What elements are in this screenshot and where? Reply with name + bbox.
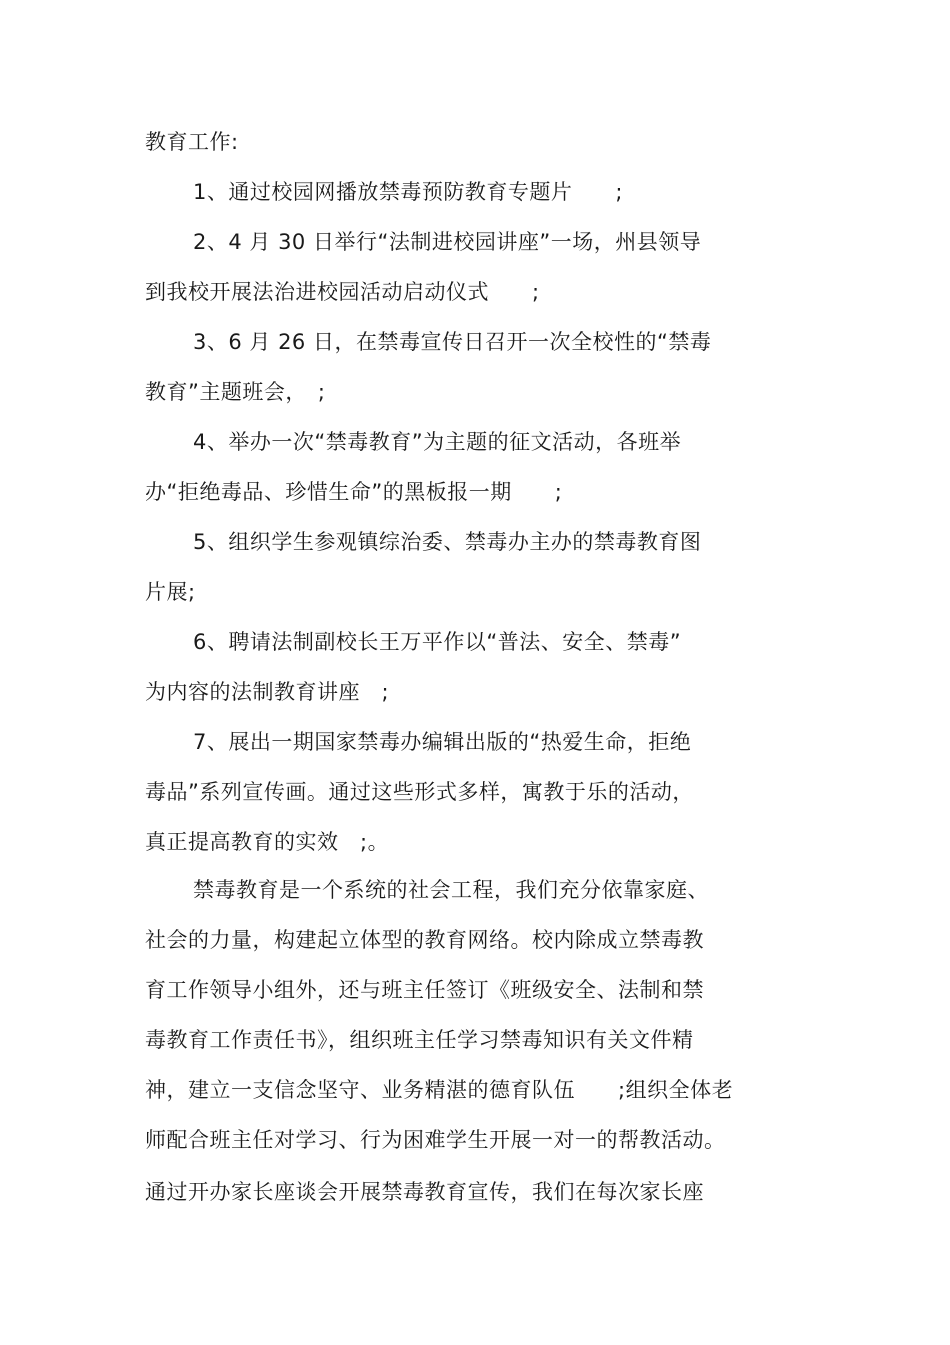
- text-line: 社会的力量，构建起立体型的教育网络。校内除成立禁毒教: [145, 928, 704, 952]
- text-line: 毒品”系列宣传画。通过这些形式多样，寓教于乐的活动，: [145, 780, 694, 804]
- text-line: 师配合班主任对学习、行为困难学生开展一对一的帮教活动。: [145, 1128, 726, 1152]
- text-line: 办“拒绝毒品、珍惜生命”的黑板报一期 ;: [145, 480, 563, 504]
- text-line: 真正提高教育的实效 ;。: [145, 830, 390, 854]
- text-line: 神，建立一支信念坚守、业务精湛的德育队伍 ;组织全体老: [145, 1078, 734, 1102]
- text-line: 2、4 月 30 日举行“法制进校园讲座”一场，州县领导: [193, 230, 702, 254]
- text-line: 毒教育工作责任书》，组织班主任学习禁毒知识有关文件精: [145, 1028, 694, 1052]
- text-line: 5、组织学生参观镇综治委、禁毒办主办的禁毒教育图: [193, 530, 702, 554]
- text-line: 教育工作:: [145, 130, 239, 154]
- text-line: 通过开办家长座谈会开展禁毒教育宣传，我们在每次家长座: [145, 1180, 704, 1204]
- text-line: 7、展出一期国家禁毒办编辑出版的“热爱生命，拒绝: [193, 730, 692, 754]
- text-line: 3、6 月 26 日，在禁毒宣传日召开一次全校性的“禁毒: [193, 330, 712, 354]
- text-line: 6、聘请法制副校长王万平作以“普法、安全、禁毒”: [193, 630, 682, 654]
- text-line: 4、举办一次“禁毒教育”为主题的征文活动，各班举: [193, 430, 682, 454]
- text-line: 育工作领导小组外，还与班主任签订《班级安全、法制和禁: [145, 978, 704, 1002]
- text-line: 教育”主题班会， ;: [145, 380, 326, 404]
- text-line: 1、通过校园网播放禁毒预防教育专题片 ;: [193, 180, 623, 204]
- text-line: 为内容的法制教育讲座 ;: [145, 680, 390, 704]
- text-line: 到我校开展法治进校园活动启动仪式 ;: [145, 280, 540, 304]
- text-line: 片展;: [145, 580, 196, 604]
- text-line: 禁毒教育是一个系统的社会工程，我们充分依靠家庭、: [193, 878, 709, 902]
